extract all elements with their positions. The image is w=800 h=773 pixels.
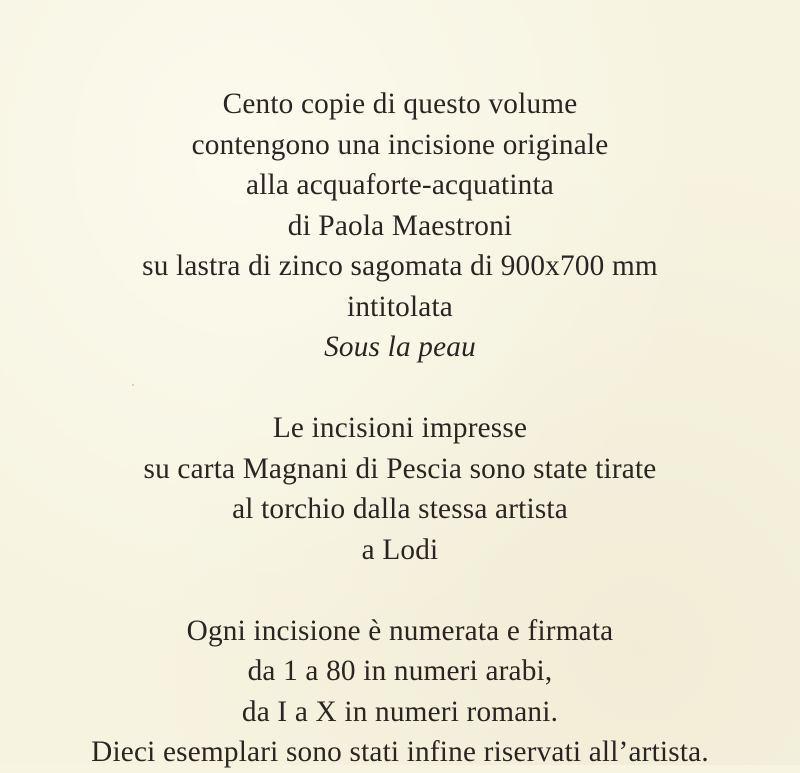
colophon-line: al torchio dalla stessa artista bbox=[232, 492, 568, 525]
colophon-line: Dieci esemplari sono stati infine riservati all’artista. bbox=[91, 735, 709, 768]
stanza-gap bbox=[0, 368, 800, 409]
colophon-line: intitolata bbox=[347, 289, 453, 323]
colophon-line: da I a X in numeri romani. bbox=[241, 694, 559, 728]
colophon-line: da 1 a 80 in numeri arabi, bbox=[247, 654, 553, 687]
colophon-line: Cento copie di questo volume bbox=[222, 87, 578, 120]
colophon-line: contengono una incisione originale bbox=[191, 127, 609, 161]
colophon-line: su carta Magnani di Pescia sono state tirate bbox=[143, 451, 657, 485]
stanza-gap bbox=[0, 570, 800, 611]
engraving-title: Sous la peau bbox=[324, 330, 476, 363]
colophon-line: Le incisioni impresse bbox=[272, 411, 528, 444]
colophon-line: su lastra di zinco sagomata di 900x700 mm bbox=[142, 249, 658, 282]
colophon-text bbox=[0, 84, 800, 773]
colophon-line: di Paola Maestroni bbox=[287, 208, 513, 242]
colophon-line: alla acquaforte-acquatinta bbox=[246, 168, 554, 201]
paper-speck bbox=[132, 384, 134, 386]
colophon-line: a Lodi bbox=[361, 532, 439, 566]
colophon-line: Ogni incisione è numerata e firmata bbox=[186, 613, 614, 647]
